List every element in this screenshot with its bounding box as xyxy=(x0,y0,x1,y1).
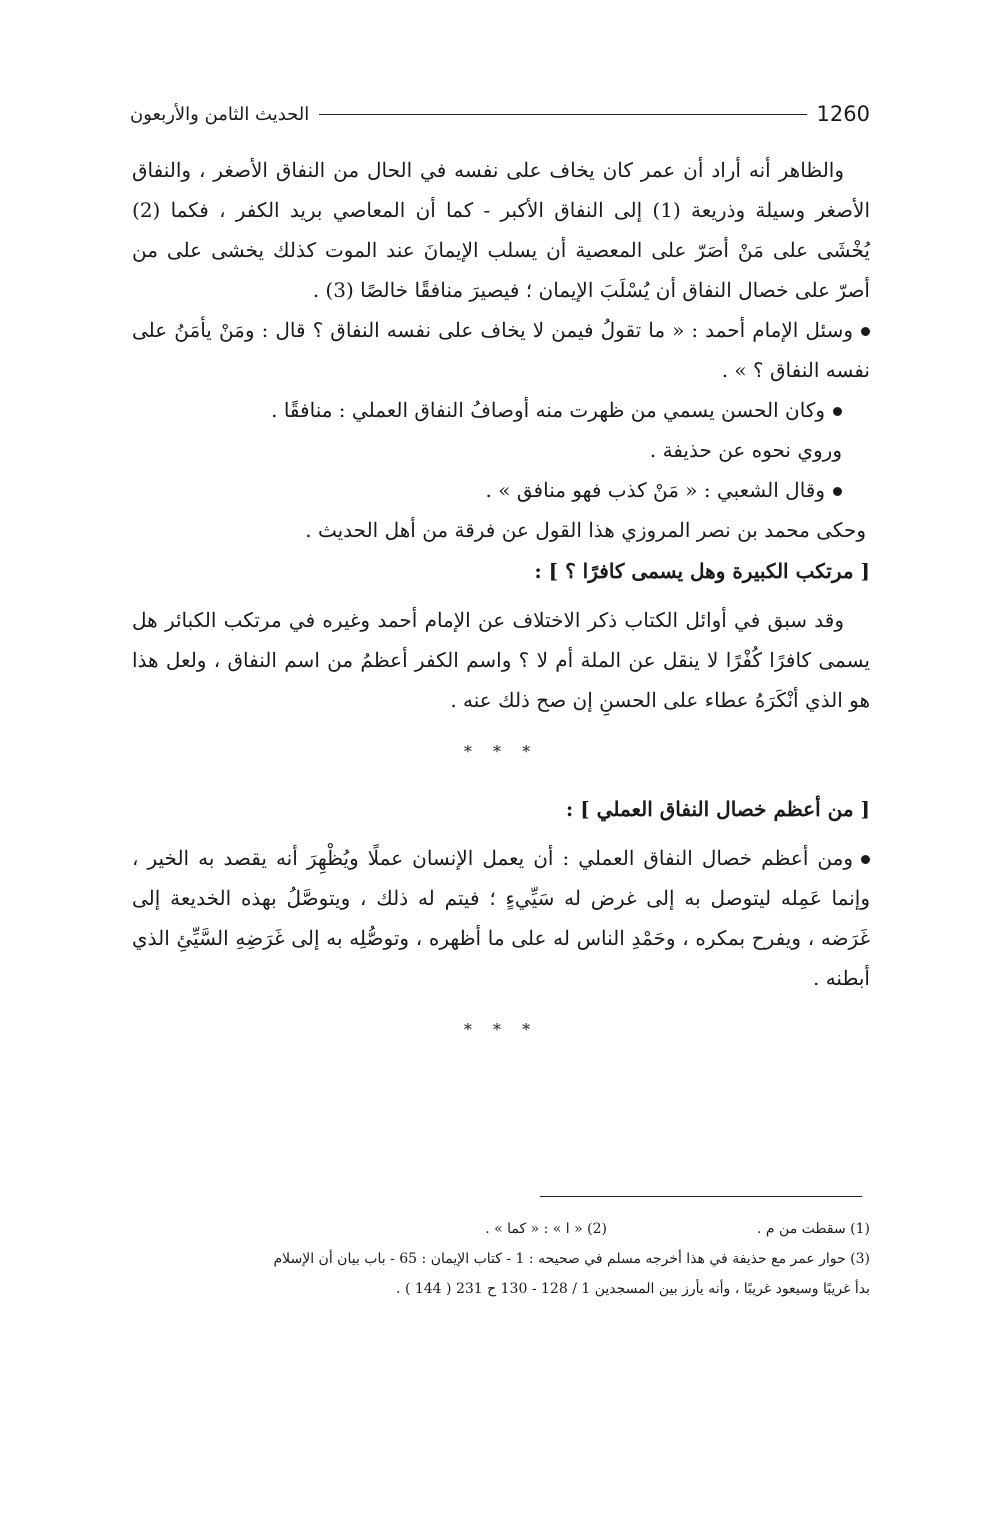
text-line: وقال الشعبي : « مَنْ كذب فهو منافق » . xyxy=(485,478,825,502)
footnotes xyxy=(132,1214,870,1304)
text-line: وسئل الإمام أحمد : « ما تقولُ فيمن لا يخاف على نفسه النفاق ؟ قال : ومَنْ xyxy=(218,318,854,342)
text-line: النفاق ، ولعل هذا هو الذي أنْكَرَهُ عطاء على الحسنِ إن صح ذلك عنه . xyxy=(132,648,870,712)
text-line: والظاهر أنه أراد أن عمر كان يخاف على نفسه في الحال من النفاق الأصغر ، xyxy=(198,158,845,182)
section-separator: * * * xyxy=(463,1020,539,1039)
footnote-rule xyxy=(540,1196,862,1197)
footnote-line: (3) حوار عمر مع حذيفة في هذا أخرجه مسلم في صحيحه : 1 - كتاب الإيمان : 65 - باب بيان أن الإسلام xyxy=(273,1251,870,1267)
paragraph-shabi xyxy=(132,470,870,510)
text-line: الكبائر هل يسمى كافرًا كُفْرًا لا ينقل عن الملة أم لا ؟ واسم الكفر أعظمُ من اسم xyxy=(132,608,870,672)
text-line: وروي نحوه عن حذيفة . xyxy=(649,438,842,462)
footnote-1: (1) سقطت من م . xyxy=(757,1221,870,1237)
bullet-icon xyxy=(833,407,842,416)
paragraph-hasan xyxy=(132,390,870,430)
text-line: يأمَنُ على نفسه النفاق ؟ » . xyxy=(132,318,870,382)
section-heading-major-sin: [ مرتكب الكبيرة وهل يسمى كافرًا ؟ ] : xyxy=(534,559,870,583)
body-text xyxy=(132,150,870,1066)
bullet-icon xyxy=(861,327,870,336)
text-line: الخير ، وإنما عَمِله ليتوصل به إلى غرض له سَيِّيءٍ ؛ فيتم له ذلك ، ويتوصَّلُ بهذه الخديعة xyxy=(132,846,870,910)
bullet-icon xyxy=(833,487,842,496)
text-line: وقد سبق في أوائل الكتاب ذكر الاختلاف عن الإمام أحمد وغيره في مرتكب xyxy=(223,608,844,632)
text-line: على من أصرّ على خصال النفاق أن يُسْلَبَ الإيمان ؛ فيصيرَ منافقًا خالصًا (3) . xyxy=(132,238,870,302)
running-title: الحديث الثامن والأربعون xyxy=(130,103,310,125)
text-line: والنفاق الأصغر وسيلة وذريعة (1) إلى النفاق الأكبر - كما أن المعاصي بريد الكفر ، xyxy=(132,158,871,222)
running-header xyxy=(130,98,870,130)
section-heading-greatest-traits: [ من أعظم خصال النفاق العملي ] : xyxy=(565,797,870,821)
footnote-row xyxy=(132,1214,870,1244)
paragraph-major-sin xyxy=(132,600,870,720)
page-number: 1260 xyxy=(816,102,870,126)
header-rule xyxy=(319,114,806,115)
paragraph-hypocrisy-minor xyxy=(132,150,870,310)
paragraph-greatest-traits xyxy=(132,838,870,998)
text-line: فكما (2) يُخْشَى على مَنْ أصَرّ على المعصية أن يسلب الإيمانَ عند الموت كذلك يخشى xyxy=(132,198,870,262)
footnote-2: (2) « ا » : « كما » . xyxy=(485,1221,608,1237)
text-line: ومن أعظم خصال النفاق العملي : أن يعمل الإنسان عملًا ويُظْهِرَ أنه يقصد به xyxy=(198,846,853,870)
footnote-line: بدأ غريبًا وسيعود غريبًا ، وأنه يأرز بين المسجدين 1 / 128 - 130 ح 231 ( 144 ) . xyxy=(396,1281,870,1297)
bullet-icon xyxy=(861,855,870,864)
section-separator: * * * xyxy=(463,742,539,761)
text-line: السَّيِّئِ الذي أبطنه . xyxy=(132,926,870,990)
text-line: وحكى محمد بن نصر المروزي هذا القول عن فرقة من أهل الحديث . xyxy=(305,518,866,542)
text-line: إلى غَرَضه ، ويفرح بمكره ، وحَمْدِ الناس له على ما أظهره ، وتوصُّلِه به إلى غَرَضِهِ xyxy=(132,886,871,950)
paragraph-marwazi xyxy=(132,510,870,550)
paragraph-hudhayfa xyxy=(132,430,870,470)
paragraph-imam-ahmad xyxy=(132,310,870,390)
footnote-3 xyxy=(132,1244,870,1304)
text-line: وكان الحسن يسمي من ظهرت منه أوصافُ النفاق العملي : منافقًا . xyxy=(271,398,825,422)
